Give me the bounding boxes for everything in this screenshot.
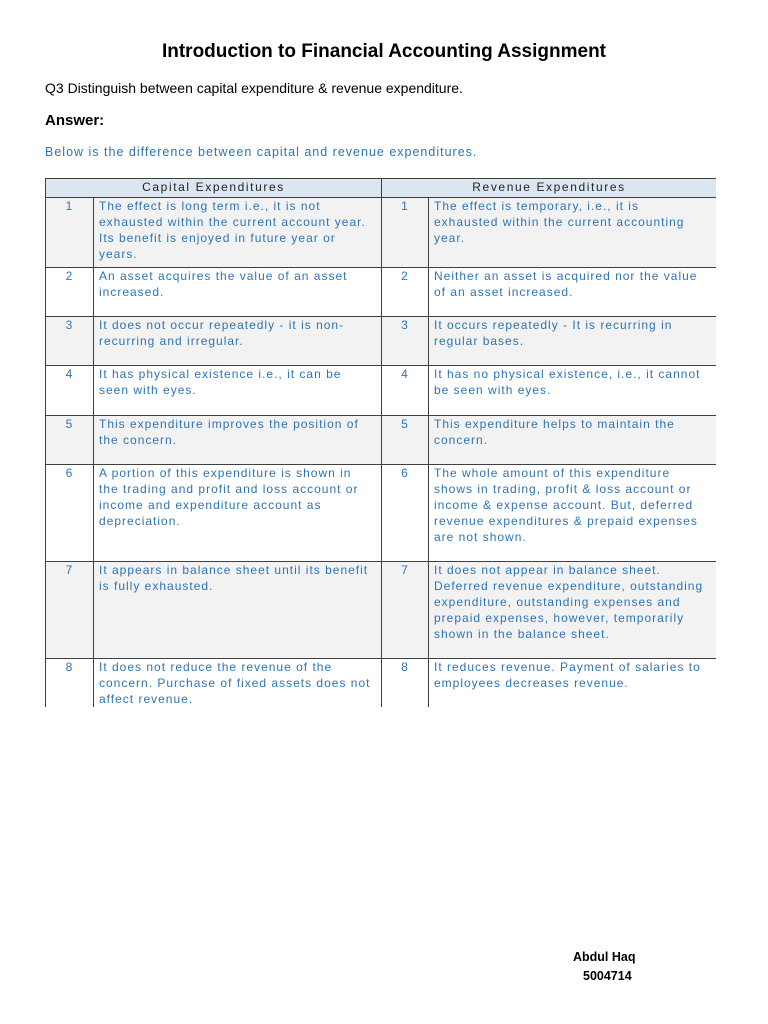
capital-number-cell: 8: [45, 658, 93, 707]
revenue-number-cell: 7: [381, 561, 428, 658]
revenue-description-cell: It reduces revenue. Payment of salaries to employees decreases revenue.: [428, 658, 716, 707]
capital-description-cell: It does not occur repeatedly - it is non-recurring and irregular.: [93, 316, 381, 365]
capital-number-cell: 5: [45, 415, 93, 464]
revenue-description-cell: This expenditure helps to maintain the concern.: [428, 415, 716, 464]
revenue-number-cell: 4: [381, 365, 428, 415]
header-capital-expenditures: Capital Expenditures: [45, 178, 381, 197]
capital-number-cell: 7: [45, 561, 93, 658]
answer-intro: Below is the difference between capital and revenue expenditures.: [45, 145, 478, 159]
revenue-description-cell: The effect is temporary, i.e., it is exhausted within the current accounting year.: [428, 197, 716, 267]
revenue-description-cell: It does not appear in balance sheet. Deferred revenue expenditure, outstanding expenditure, outstanding expenses and prepaid expenses, however, temporarily shown in the balance sheet.: [428, 561, 716, 658]
revenue-number-cell: 8: [381, 658, 428, 707]
revenue-number-cell: 5: [381, 415, 428, 464]
author-id-number: 5004714: [583, 969, 632, 983]
capital-number-cell: 1: [45, 197, 93, 267]
capital-number-cell: 6: [45, 464, 93, 561]
capital-description-cell: A portion of this expenditure is shown in the trading and profit and loss account or income and expenditure account as depreciation.: [93, 464, 381, 561]
capital-description-cell: This expenditure improves the position of the concern.: [93, 415, 381, 464]
revenue-number-cell: 6: [381, 464, 428, 561]
revenue-description-cell: Neither an asset is acquired nor the value of an asset increased.: [428, 267, 716, 316]
comparison-table: [45, 178, 716, 707]
revenue-number-cell: 2: [381, 267, 428, 316]
revenue-number-cell: 3: [381, 316, 428, 365]
capital-description-cell: It appears in balance sheet until its benefit is fully exhausted.: [93, 561, 381, 658]
capital-description-cell: An asset acquires the value of an asset increased.: [93, 267, 381, 316]
capital-number-cell: 3: [45, 316, 93, 365]
question-text: Q3 Distinguish between capital expenditure & revenue expenditure.: [45, 80, 463, 96]
capital-number-cell: 4: [45, 365, 93, 415]
answer-label: Answer:: [45, 112, 105, 129]
revenue-description-cell: The whole amount of this expenditure shows in trading, profit & loss account or income & expense account. But, deferred revenue expenditures & prepaid expenses are not shown.: [428, 464, 716, 561]
document-title: Introduction to Financial Accounting Assignment: [161, 41, 607, 62]
header-revenue-expenditures: Revenue Expenditures: [381, 178, 716, 197]
author-name: Abdul Haq: [573, 950, 636, 964]
revenue-description-cell: It has no physical existence, i.e., it cannot be seen with eyes.: [428, 365, 716, 415]
capital-description-cell: It has physical existence i.e., it can be seen with eyes.: [93, 365, 381, 415]
revenue-description-cell: It occurs repeatedly - It is recurring in regular bases.: [428, 316, 716, 365]
capital-description-cell: It does not reduce the revenue of the concern. Purchase of fixed assets does not affect revenue.: [93, 658, 381, 707]
author-block: [573, 948, 636, 986]
capital-description-cell: The effect is long term i.e., it is not exhausted within the current account year. Its benefit is enjoyed in future year or years.: [93, 197, 381, 267]
revenue-number-cell: 1: [381, 197, 428, 267]
capital-number-cell: 2: [45, 267, 93, 316]
